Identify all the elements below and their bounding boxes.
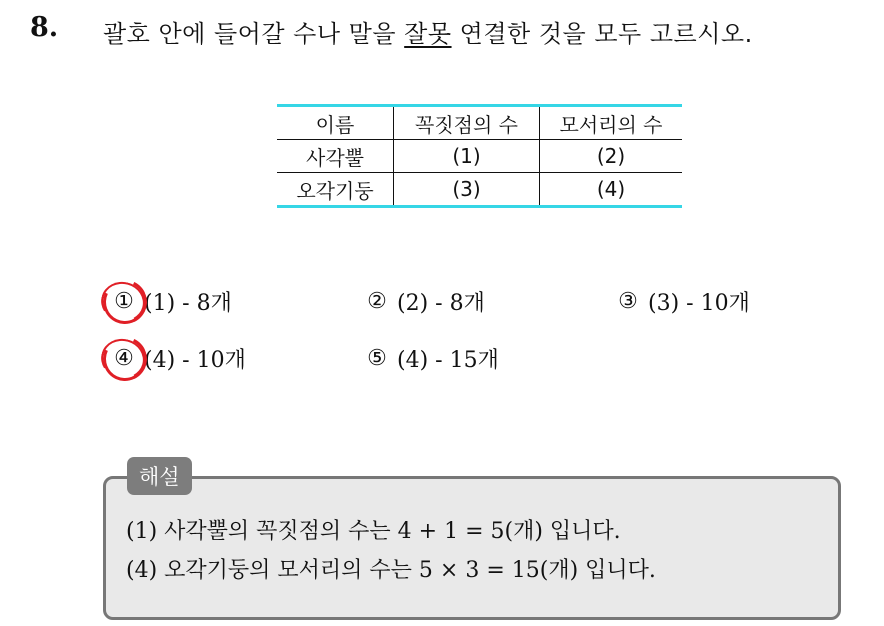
table-row — [277, 140, 682, 173]
table-cell: (4) — [540, 173, 683, 207]
option-text: (4) - 15개 — [397, 348, 499, 373]
table-header-cell: 꼭짓점의 수 — [394, 106, 540, 140]
explanation-line: (1) 사각뿔의 꼭짓점의 수는 4 + 1 = 5(개) 입니다. — [126, 519, 621, 544]
option-2[interactable] — [363, 286, 485, 317]
question-text — [103, 14, 753, 49]
table-cell: (1) — [394, 140, 540, 173]
explanation-line: (4) 오각기둥의 모서리의 수는 5 × 3 = 15(개) 입니다. — [126, 558, 656, 583]
option-text: (4) - 10개 — [144, 348, 246, 373]
option-5[interactable] — [363, 343, 499, 374]
table-row — [277, 173, 682, 207]
table-cell: 사각뿔 — [277, 140, 394, 173]
option-text: (1) - 8개 — [144, 291, 232, 316]
question-text-after: 연결한 것을 모두 고르시오. — [451, 20, 753, 48]
question-text-before: 괄호 안에 들어갈 수나 말을 — [103, 20, 405, 48]
option-mark: ⑤ — [367, 346, 387, 371]
option-mark: ② — [367, 289, 387, 314]
table-header-cell: 모서리의 수 — [540, 106, 683, 140]
option-text: (3) - 10개 — [648, 291, 750, 316]
table-header-row — [277, 106, 682, 140]
info-table — [277, 104, 682, 208]
option-mark: ④ — [110, 346, 138, 371]
option-text: (2) - 8개 — [397, 291, 485, 316]
table-cell: (2) — [540, 140, 683, 173]
option-4[interactable] — [110, 343, 246, 374]
option-3[interactable] — [614, 286, 750, 317]
explanation-tag: 해설 — [127, 457, 192, 495]
table-cell: 오각기둥 — [277, 173, 394, 207]
red-circle-mark — [97, 277, 150, 327]
red-circle-mark — [97, 334, 150, 384]
question-number: 8. — [30, 12, 59, 43]
table-header-cell: 이름 — [277, 106, 394, 140]
option-mark: ③ — [618, 289, 638, 314]
option-mark: ① — [110, 289, 138, 314]
option-1[interactable] — [110, 286, 232, 317]
table-cell: (3) — [394, 173, 540, 207]
explanation-box — [103, 476, 841, 620]
question-text-underlined: 잘못 — [404, 20, 452, 48]
